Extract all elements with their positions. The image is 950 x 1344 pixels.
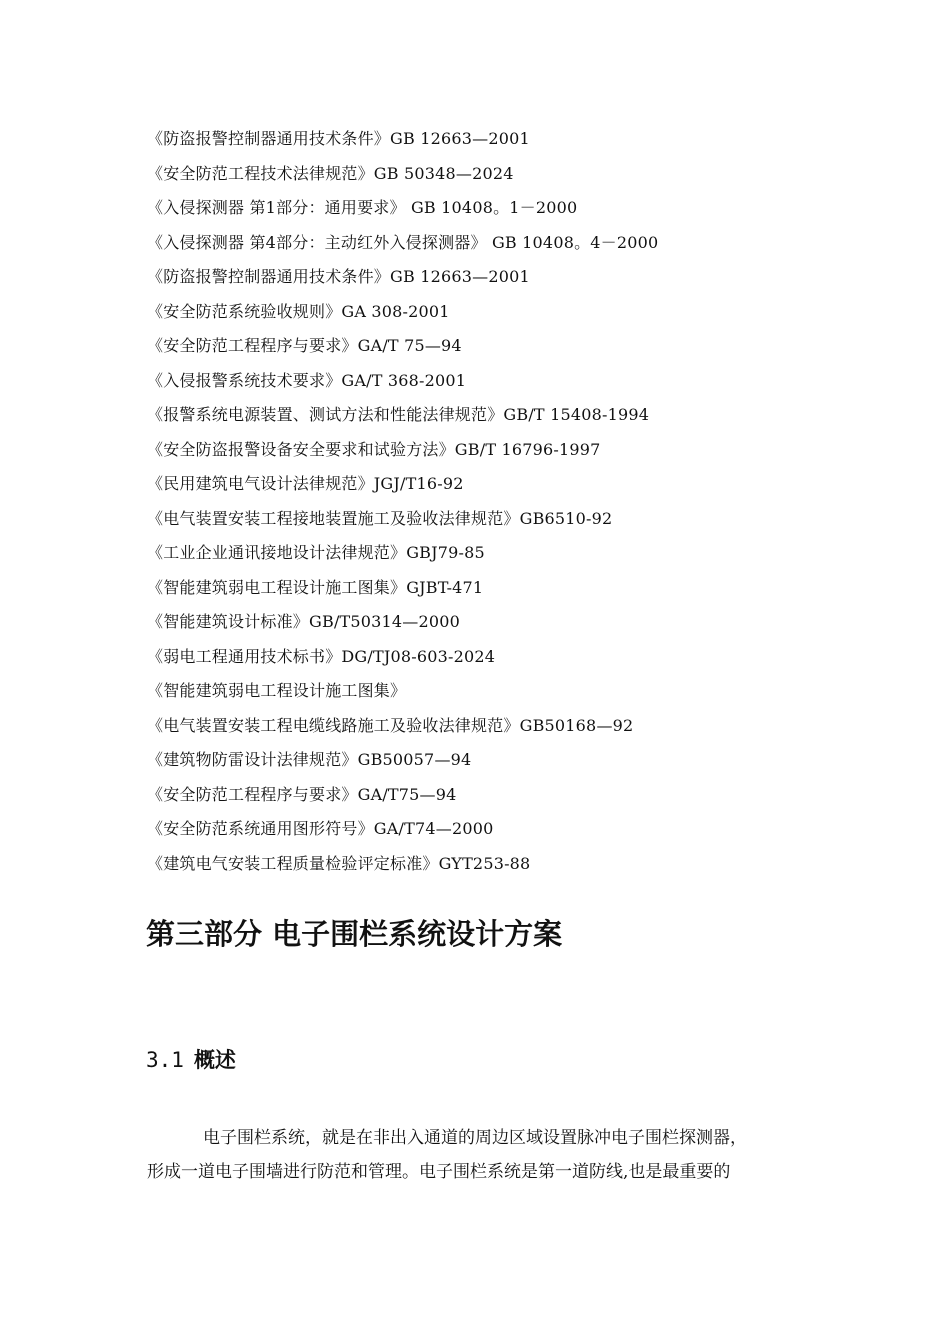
reference-item: 《安全防盗报警设备安全要求和试验方法》GB/T 16796-1997 <box>147 439 601 459</box>
body-line: 电子围栏系统，就是在非出入通道的周边区域设置脉冲电子围栏探测器， <box>203 1128 747 1148</box>
reference-item: 《智能建筑设计标准》GB/T50314—2000 <box>147 612 461 631</box>
reference-item: 《建筑电气安装工程质量检验评定标准》GYT253-88 <box>147 853 531 873</box>
reference-item: 《建筑物防雷设计法律规范》GB50057—94 <box>147 750 472 769</box>
reference-item: 《工业企业通讯接地设计法律规范》GBJ79-85 <box>147 543 485 562</box>
reference-item: 《安全防范工程程序与要求》GA/T 75—94 <box>147 336 462 355</box>
reference-item: 《安全防范工程程序与要求》GA/T75—94 <box>147 784 457 804</box>
subsection-number: 3.1 <box>146 1048 184 1072</box>
reference-item: 《电气装置安装工程电缆线路施工及验收法律规范》GB50168—92 <box>147 715 634 735</box>
reference-item: 《入侵报警系统技术要求》GA/T 368-2001 <box>147 370 467 390</box>
reference-item: 《民用建筑电气设计法律规范》JGJ/T16-92 <box>147 474 464 493</box>
reference-item: 《弱电工程通用技术标书》DG/TJ08-603-2024 <box>147 646 496 666</box>
reference-item: 《防盗报警控制器通用技术条件》GB 12663—2001 <box>147 267 530 286</box>
reference-item: 《安全防范系统通用图形符号》GA/T74—2000 <box>147 819 494 838</box>
reference-item: 《入侵探测器 第4部分：主动红外入侵探测器》 GB 10408。4－2000 <box>147 232 659 252</box>
reference-item: 《智能建筑弱电工程设计施工图集》 <box>147 681 407 700</box>
reference-item: 《入侵探测器 第1部分：通用要求》 GB 10408。1－2000 <box>147 198 578 217</box>
section-title: 第三部分 电子围栏系统设计方案 <box>146 917 563 951</box>
reference-standards-list <box>147 122 658 881</box>
body-paragraph <box>147 1121 827 1189</box>
body-line: 形成一道电子围墙进行防范和管理。电子围栏系统是第一道防线,也是最重要的 <box>147 1162 731 1182</box>
reference-item: 《安全防范系统验收规则》GA 308-2001 <box>147 301 450 321</box>
reference-item: 《报警系统电源装置、测试方法和性能法律规范》GB/T 15408-1994 <box>147 405 650 424</box>
reference-item: 《安全防范工程技术法律规范》GB 50348—2024 <box>147 163 514 183</box>
subsection-heading <box>146 1044 236 1074</box>
reference-item: 《防盗报警控制器通用技术条件》GB 12663—2001 <box>147 129 530 148</box>
reference-item: 《电气装置安装工程接地装置施工及验收法律规范》GB6510-92 <box>147 508 613 528</box>
reference-item: 《智能建筑弱电工程设计施工图集》GJBT-471 <box>147 577 484 597</box>
subsection-title: 概述 <box>193 1048 236 1072</box>
